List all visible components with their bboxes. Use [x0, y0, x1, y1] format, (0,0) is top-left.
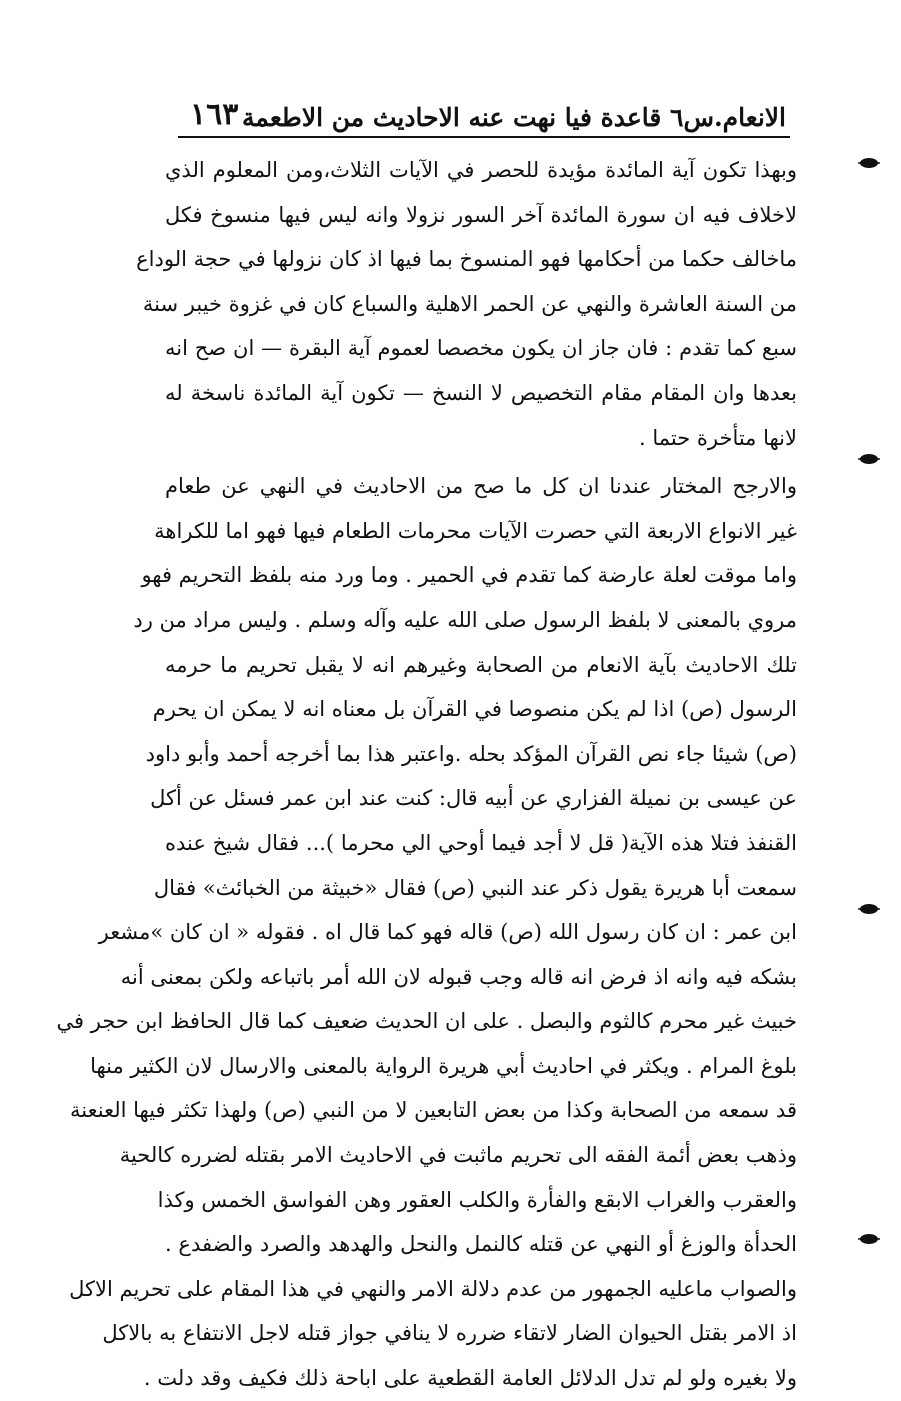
text-line: سبع كما تقدم : فان جاز ان يكون مخصصا لعموم آية البقرة — ان صح انه [165, 336, 797, 361]
text-line: بشكه فيه وانه اذ فرض انه قاله وجب قبوله لان الله أمر باتباعه ولكن بمعنى أنه [120, 964, 797, 989]
page-header [190, 92, 786, 132]
text-line: اذ الامر بقتل الحيوان الضار لاتقاء ضرره لا ينافي جواز قتله لاجل الانتفاع به بالاكل [102, 1321, 797, 1346]
text-line: بلوغ المرام . ويكثر في احاديث أبي هريرة الرواية بالمعنى والارسال لان الكثير منها [90, 1053, 797, 1078]
text-line: ولا بغيره ولو لم تدل الدلائل العامة القطعية على اباحة ذلك فكيف وقد دلت . [143, 1366, 797, 1391]
text-line: لانها متأخرة حتما . [638, 425, 797, 450]
text-line: والعقرب والغراب الابقع والفأرة والكلب العقور وهن الفواسق الخمس وكذا [157, 1187, 797, 1212]
binding-hole-mark-icon [858, 1232, 880, 1246]
binding-hole-mark-icon [858, 452, 880, 466]
text-line: خبيث غير محرم كالثوم والبصل . على ان الحديث ضعيف كما قال الحافظ ابن حجر في [56, 1009, 797, 1034]
text-line: قد سمعه من الصحابة وكذا من بعض التابعين لا من النبي (ص) ولهذا تكثر فيها العنعنة [70, 1098, 797, 1123]
body-text [56, 148, 797, 1401]
text-line: واما موقت لعلة عارضة كما تقدم في الحمير . وما ورد منه بلفظ التحريم فهو [141, 563, 797, 588]
text-line: غير الانواع الاربعة التي حصرت الآيات محرمات الطعام فيها فهو اما للكراهة [154, 518, 797, 543]
header-rule [178, 136, 790, 138]
text-line: مروي بالمعنى لا بلفظ الرسول صلى الله عليه وآله وسلم . وليس مراد من رد [133, 607, 797, 632]
text-line: سمعت أبا هريرة يقول ذكر عند النبي (ص) فقال «خبيثة من الخبائث» فقال [153, 875, 797, 900]
text-line: الرسول (ص) اذا لم يكن منصوصا في القرآن بل معناه انه لا يمكن ان يحرم [152, 697, 797, 722]
text-line: عن عيسى بن نميلة الفزاري عن أبيه قال: كنت عند ابن عمر فسئل عن أكل [150, 786, 797, 811]
text-line: لاخلاف فيه ان سورة المائدة آخر السور نزولا وانه ليس فيها منسوخ فكل [165, 202, 797, 227]
binding-hole-mark-icon [858, 902, 880, 916]
text-line: ابن عمر : ان كان رسول الله (ص) قاله فهو كما قال اه . فقوله « ان كان »مشعر [98, 920, 797, 945]
text-line: الحدأة والوزغ أو النهي عن قتله كالنمل والنحل والهدهد والصرد والضفدع . [165, 1232, 797, 1257]
text-line: تلك الاحاديث بآية الانعام من الصحابة وغيرهم انه لا يقبل تحريم ما حرمه [165, 652, 797, 677]
text-line: وذهب بعض أئمة الفقه الى تحريم ماثبت في الاحاديث الامر بقتله لضرره كالحية [119, 1143, 797, 1168]
text-line: والصواب ماعليه الجمهور من عدم دلالة الامر والنهي في هذا المقام على تحريم الاكل [69, 1276, 797, 1301]
binding-hole-mark-icon [858, 156, 880, 170]
text-line: من السنة العاشرة والنهي عن الحمر الاهلية والسباع كان في غزوة خيبر سنة [142, 291, 797, 316]
text-line: والارجح المختار عندنا ان كل ما صح من الاحاديث في النهي عن طعام [165, 474, 797, 499]
page-number: ١٦٣ [190, 97, 239, 132]
text-line: القنفذ فتلا هذه الآية( قل لا أجد فيما أوحي الي محرما )... فقال شيخ عنده [165, 830, 797, 855]
text-line: بعدها وان المقام مقام التخصيص لا النسخ — تكون آية المائدة ناسخة له [165, 380, 797, 405]
text-line: وبهذا تكون آية المائدة مؤيدة للحصر في الآيات الثلاث،ومن المعلوم الذي [165, 158, 797, 182]
text-line: ماخالف حكما من أحكامها فهو المنسوخ بما فيها اذ كان نزولها في حجة الوداع [136, 247, 797, 272]
running-title: الانعام.س٦ قاعدة فيا نهت عنه الاحاديث من الاطعمة [242, 103, 786, 132]
text-line: (ص) شيئا جاء نص القرآن المؤكد بحله .واعتبر هذا بما أخرجه أحمد وأبو داود [145, 741, 797, 766]
